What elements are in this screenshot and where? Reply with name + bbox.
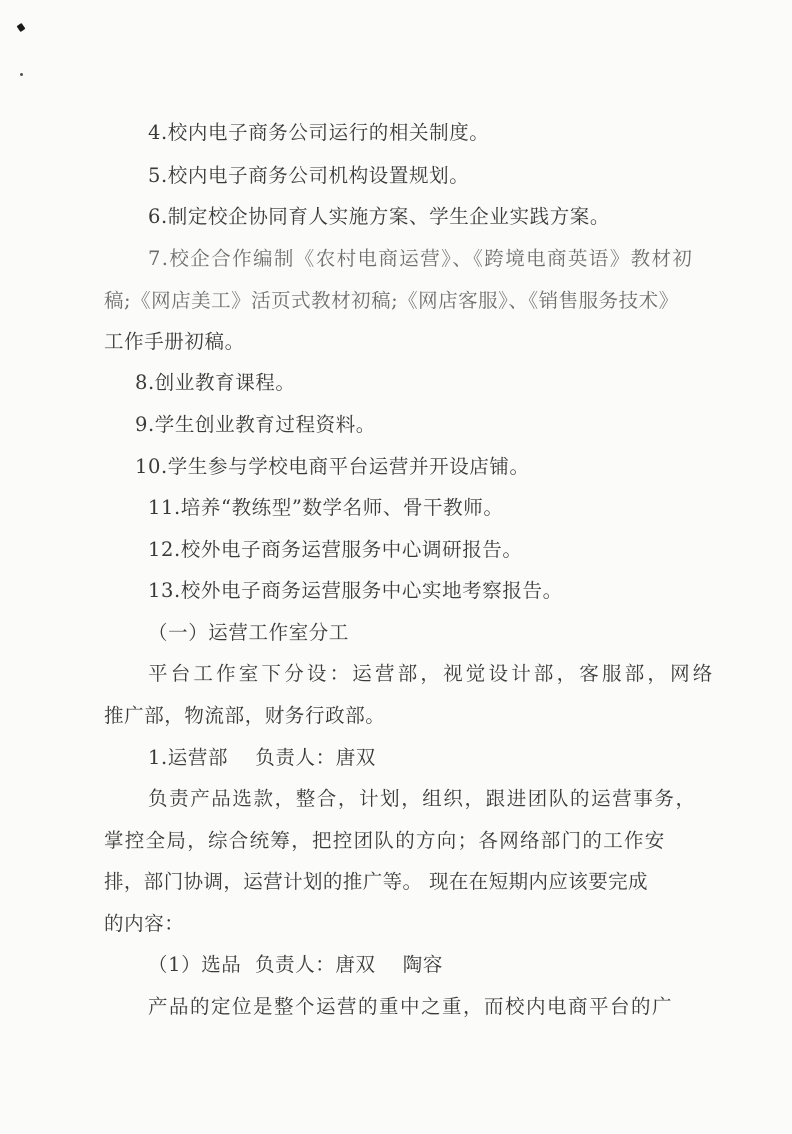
paragraph-2-line1: 负责产品选款，整合，计划，组织，跟进团队的运营事务， (148, 787, 697, 810)
item-13: 13.校外电子商务运营服务中心实地考察报告。 (148, 579, 563, 602)
subsection-heading: 1.运营部 负责人：唐双 (148, 746, 376, 769)
item-12: 12.校外电子商务运营服务中心调研报告。 (148, 538, 523, 561)
scan-dot (20, 73, 23, 76)
paragraph-1-line1: 平台工作室下分设：运营部，视觉设计部，客服部，网络 (148, 662, 716, 685)
item-11: 11.培养“教练型”数学名师、骨干教师。 (148, 496, 504, 519)
item-4: 4.校内电子商务公司运行的相关制度。 (148, 121, 490, 144)
item-8: 8.创业教育课程。 (135, 371, 296, 394)
paragraph-2-line4: 的内容： (104, 912, 185, 935)
section-heading: （一）运营工作室分工 (148, 621, 350, 644)
scan-mark-top (17, 23, 26, 32)
item-7-line1: 7.校企合作编制《农村电商运营》、《跨境电商英语》教材初 (148, 247, 694, 270)
item-5: 5.校内电子商务公司机构设置规划。 (148, 164, 470, 187)
paragraph-2-line2: 掌控全局，综合统筹，把控团队的方向；各网络部门的工作安 (104, 829, 666, 852)
paragraph-3-line1: 产品的定位是整个运营的重中之重，而校内电商平台的广 (148, 995, 674, 1018)
subitem-heading: （1）选品 负责人：唐双 陶容 (148, 953, 443, 976)
item-6: 6.制定校企协同育人实施方案、学生企业实践方案。 (148, 205, 611, 228)
paragraph-2-line3: 排，部门协调，运营计划的推广等。 现在在短期内应该要完成 (104, 870, 648, 893)
item-9: 9.学生创业教育过程资料。 (135, 413, 376, 436)
item-7-line2: 稿;《网店美工》活页式教材初稿;《网店客服》、《销售服务技术》 (104, 289, 679, 312)
item-7-line3: 工作手册初稿。 (104, 330, 245, 353)
paragraph-1-line2: 推广部，物流部，财务行政部。 (104, 704, 386, 727)
item-10: 10.学生参与学校电商平台运营并开设店铺。 (135, 455, 530, 478)
